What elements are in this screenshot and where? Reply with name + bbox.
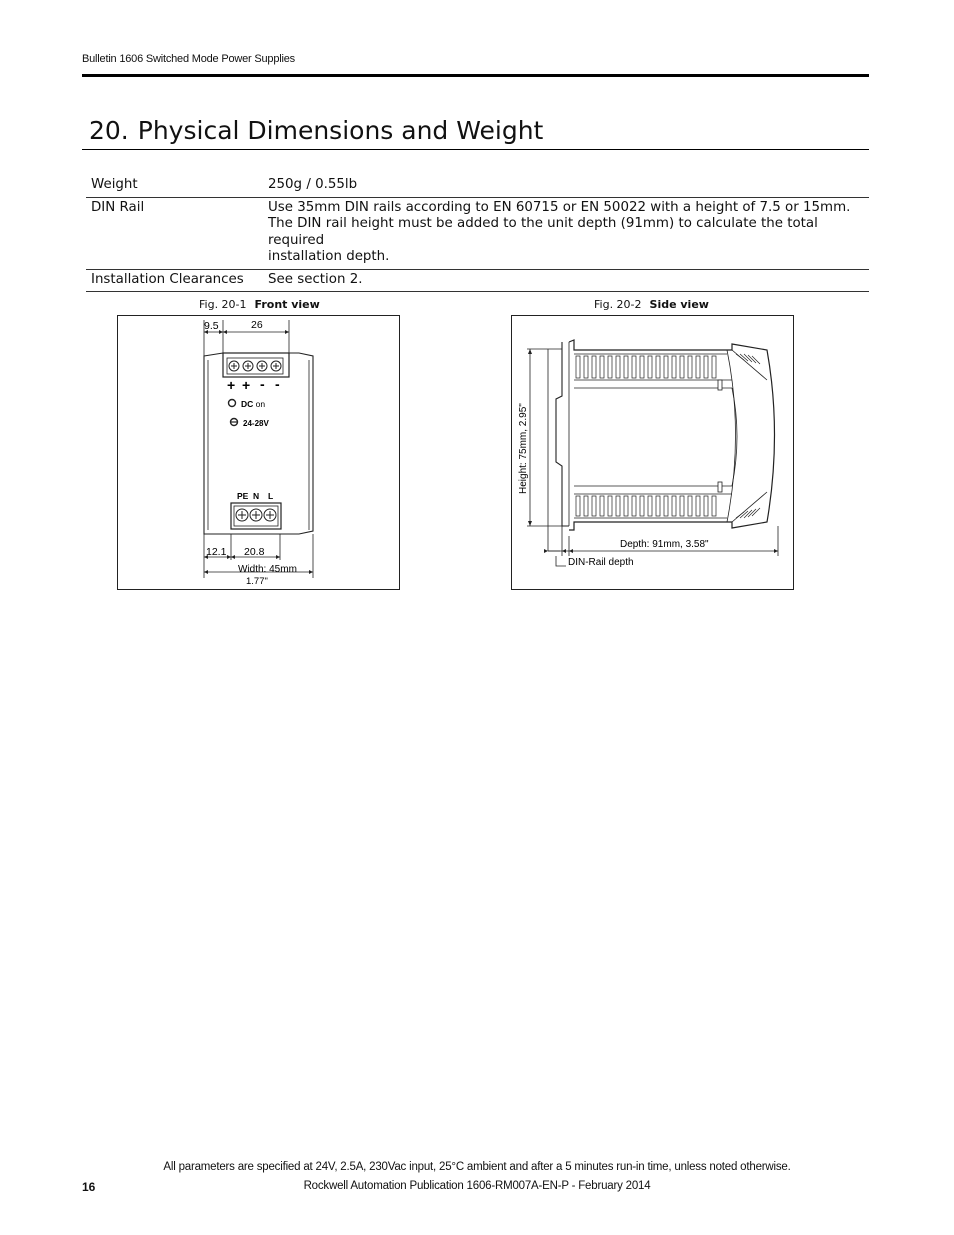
figure-number: Fig. 20-1 xyxy=(199,298,247,311)
figure-caption-side xyxy=(594,298,709,311)
spec-value xyxy=(263,197,869,269)
footer-publication: Rockwell Automation Publication 1606-RM007A-EN-P - February 2014 xyxy=(303,1180,651,1192)
header-rule xyxy=(82,74,869,77)
spec-value-line: The DIN rail height must be added to the unit depth (91mm) to calculate the total required xyxy=(268,216,818,248)
spec-value-line: Use 35mm DIN rails according to EN 60715 or EN 50022 with a height of 7.5 or 15mm. xyxy=(268,199,851,215)
figure-number: Fig. 20-2 xyxy=(594,298,642,311)
spec-value xyxy=(263,174,869,197)
voltage-label: 24-28V xyxy=(243,419,269,428)
front-dim-bottom-left: 12.1 xyxy=(206,546,227,558)
terminal-l-label: L xyxy=(268,491,274,501)
page-number: 16 xyxy=(82,1180,96,1194)
spec-row-din-rail xyxy=(86,197,869,269)
side-view-drawing xyxy=(512,316,793,589)
section-number: 20. xyxy=(89,116,129,145)
dc-on-led-icon xyxy=(229,400,236,407)
dc-on-bold: DC xyxy=(241,399,254,409)
figure-caption-front xyxy=(199,298,320,311)
running-header: Bulletin 1606 Switched Mode Power Supplies xyxy=(82,53,295,65)
figure-front-view xyxy=(117,315,400,590)
spec-row-installation-clearances xyxy=(86,269,869,292)
spec-value-line: installation depth. xyxy=(268,249,390,264)
spec-table xyxy=(86,174,869,292)
spec-label: DIN Rail xyxy=(91,199,145,215)
dc-on-rest: on xyxy=(255,399,266,409)
spec-value-line: 250g / 0.55lb xyxy=(268,177,358,192)
terminal-minus-1: - xyxy=(260,376,265,392)
figure-name: Front view xyxy=(254,298,320,311)
front-view-drawing xyxy=(118,316,399,589)
terminal-pe-label: PE xyxy=(237,491,249,501)
section-title: Physical Dimensions and Weight xyxy=(137,116,544,145)
figure-side-view xyxy=(511,315,794,590)
front-dim-left-top: 9.5 xyxy=(204,320,219,332)
spec-value xyxy=(263,269,869,292)
section-heading xyxy=(89,116,543,145)
dc-on-label xyxy=(241,399,265,409)
spec-row-weight xyxy=(86,174,869,197)
side-height-label: Height: 75mm, 2.95" xyxy=(518,403,529,494)
terminal-minus-2: - xyxy=(275,376,280,392)
front-width-mm: Width: 45mm xyxy=(238,564,297,575)
spec-label: Installation Clearances xyxy=(91,271,244,287)
side-din-rail-label: DIN-Rail depth xyxy=(568,557,634,568)
front-dim-top: 26 xyxy=(251,319,263,331)
footer-note: All parameters are specified at 24V, 2.5A, 230Vac input, 25°C ambient and after a 5 minutes run-in time, unless noted otherwise. xyxy=(163,1161,791,1173)
spec-label: Weight xyxy=(91,177,138,192)
front-width-in: 1.77" xyxy=(246,576,268,587)
title-rule xyxy=(82,149,869,150)
figure-name: Side view xyxy=(649,298,709,311)
vent-slots xyxy=(576,354,760,518)
spec-value-line: See section 2. xyxy=(268,271,363,287)
terminal-plus-2: + xyxy=(242,377,251,393)
terminal-n-label: N xyxy=(253,491,260,501)
terminal-plus-1: + xyxy=(227,377,236,393)
side-depth-label: Depth: 91mm, 3.58" xyxy=(620,539,709,550)
front-dim-bottom-mid: 20.8 xyxy=(244,546,265,558)
